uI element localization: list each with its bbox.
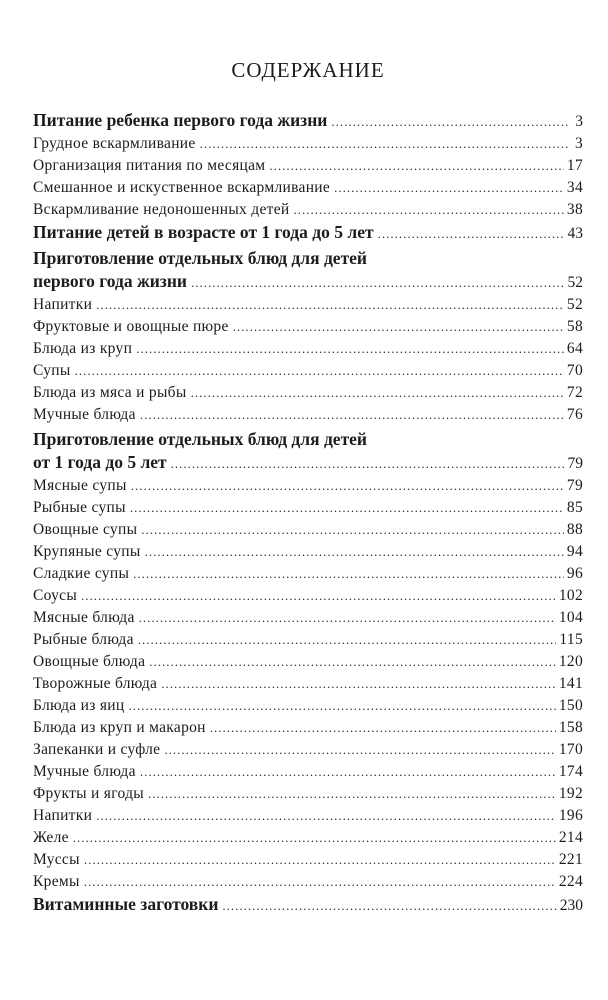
toc-page-number: 76 (566, 406, 583, 423)
toc-entry-label: Организация питания по месяцам (33, 157, 266, 174)
dot-leader (269, 155, 564, 177)
toc-page-number: 72 (566, 384, 583, 401)
toc-entry-label: Рыбные блюда (33, 631, 134, 648)
toc-item[interactable] (33, 199, 583, 221)
toc-page-number: 104 (558, 609, 583, 626)
toc-entry-label: Блюда из круп и макарон (33, 719, 206, 736)
toc-page-number: 94 (566, 543, 583, 560)
toc-section[interactable] (33, 451, 583, 475)
toc-list (33, 109, 583, 917)
dot-leader (191, 382, 564, 404)
dot-leader (378, 222, 565, 245)
toc-entry-label: Кремы (33, 873, 80, 890)
toc-entry-label: Муссы (33, 851, 80, 868)
toc-page-number: 192 (558, 785, 583, 802)
toc-page-number: 17 (566, 157, 583, 174)
toc-entry-label: Витаминные заготовки (33, 894, 219, 914)
toc-page-number: 64 (566, 340, 583, 357)
toc-item[interactable] (33, 155, 583, 177)
dot-leader (210, 717, 556, 739)
toc-entry-label: первого года жизни (33, 271, 188, 291)
toc-entry-label: Мясные блюда (33, 609, 135, 626)
toc-item[interactable] (33, 651, 583, 673)
dot-leader (75, 360, 564, 382)
toc-page-number: 150 (558, 697, 583, 714)
dot-leader (149, 651, 556, 673)
toc-item[interactable] (33, 338, 583, 360)
dot-leader (138, 629, 557, 651)
toc-entry-label: Фрукты и ягоды (33, 785, 145, 802)
dot-leader (130, 497, 564, 519)
toc-section[interactable] (33, 270, 583, 294)
toc-page-number: 43 (567, 225, 583, 242)
toc-item[interactable] (33, 739, 583, 761)
toc-item[interactable] (33, 761, 583, 783)
toc-entry-label: Блюда из мяса и рыбы (33, 384, 187, 401)
toc-page-number: 158 (558, 719, 583, 736)
toc-page-number: 115 (559, 631, 583, 648)
toc-page-number: 224 (558, 873, 583, 890)
toc-item[interactable] (33, 827, 583, 849)
toc-item[interactable] (33, 805, 583, 827)
toc-page-number: 58 (566, 318, 583, 335)
toc-item[interactable] (33, 133, 583, 155)
toc-entry-label: Блюда из круп (33, 340, 133, 357)
toc-page-number: 141 (558, 675, 583, 692)
toc-page-number: 52 (567, 274, 583, 291)
dot-leader (139, 607, 556, 629)
dot-leader (128, 695, 555, 717)
toc-page-number: 214 (558, 829, 583, 846)
toc-item[interactable] (33, 382, 583, 404)
toc-item[interactable] (33, 871, 583, 893)
toc-entry-label: Овощные супы (33, 521, 138, 538)
dot-leader (140, 404, 564, 426)
toc-entry-label: Питание детей в возрасте от 1 года до 5 лет (33, 222, 374, 242)
dot-leader (136, 338, 564, 360)
toc-item[interactable] (33, 585, 583, 607)
toc-section[interactable] (33, 893, 583, 917)
toc-entry-label: Мучные блюда (33, 406, 136, 423)
dot-leader (141, 519, 564, 541)
toc-page-number: 196 (558, 807, 583, 824)
toc-page-number: 170 (558, 741, 583, 758)
toc-page-number: 96 (566, 565, 583, 582)
toc-section[interactable] (33, 109, 583, 133)
toc-entry-label: Рыбные супы (33, 499, 126, 516)
toc-page-number: 3 (574, 135, 583, 152)
toc-item[interactable] (33, 360, 583, 382)
toc-item[interactable] (33, 563, 583, 585)
toc-page-number: 85 (566, 499, 583, 516)
dot-leader (133, 563, 564, 585)
toc-item[interactable] (33, 475, 583, 497)
toc-item[interactable] (33, 783, 583, 805)
toc-page-number: 38 (566, 201, 583, 218)
toc-entry-label: Супы (33, 362, 71, 379)
toc-page-number: 88 (566, 521, 583, 538)
dot-leader (148, 783, 556, 805)
dot-leader (131, 475, 564, 497)
toc-item[interactable] (33, 404, 583, 426)
toc-page-number: 79 (567, 455, 583, 472)
dot-leader (161, 673, 556, 695)
dot-leader (145, 541, 564, 563)
toc-page-number: 174 (558, 763, 583, 780)
toc-entry-label: Мучные блюда (33, 763, 136, 780)
toc-entry-label: Мясные супы (33, 477, 127, 494)
toc-item[interactable] (33, 541, 583, 563)
toc-entry-label: Крупяные супы (33, 543, 141, 560)
toc-page-number: 102 (558, 587, 583, 604)
toc-entry-label: Вскармливание недоношенных детей (33, 201, 290, 218)
dot-leader (233, 316, 564, 338)
toc-page-number: 120 (558, 653, 583, 670)
toc-page-number: 34 (566, 179, 583, 196)
toc-page-number: 79 (566, 477, 583, 494)
toc-entry-label: Блюда из яиц (33, 697, 125, 714)
toc-item[interactable] (33, 497, 583, 519)
toc-page-number: 230 (559, 897, 583, 914)
toc-item[interactable] (33, 519, 583, 541)
dot-leader (200, 133, 568, 155)
toc-entry-label: Соусы (33, 587, 78, 604)
dot-leader (96, 294, 564, 316)
toc-item[interactable] (33, 177, 583, 199)
toc-item[interactable] (33, 629, 583, 651)
toc-entry-label: Творожные блюда (33, 675, 158, 692)
toc-item[interactable] (33, 294, 583, 316)
toc-entry-label: Грудное вскармливание (33, 135, 196, 152)
toc-entry-label: Напитки (33, 296, 93, 313)
dot-leader (96, 805, 556, 827)
toc-entry-label: Фруктовые и овощные пюре (33, 318, 229, 335)
toc-entry-label: от 1 года до 5 лет (33, 452, 167, 472)
toc-entry-label: Смешанное и искуственное вскармливание (33, 179, 331, 196)
toc-page-number: 221 (558, 851, 583, 868)
toc-item[interactable] (33, 695, 583, 717)
dot-leader (81, 585, 556, 607)
toc-entry-label: Запеканки и суфле (33, 741, 161, 758)
dot-leader (84, 871, 556, 893)
toc-page-number: 52 (566, 296, 583, 313)
page-title: СОДЕРЖАНИЕ (231, 58, 385, 82)
toc-entry-label: Сладкие супы (33, 565, 130, 582)
dot-leader (140, 761, 556, 783)
toc-entry-label: Питание ребенка первого года жизни (33, 110, 328, 130)
dot-leader (164, 739, 555, 761)
table-of-contents-page (33, 58, 583, 917)
dot-leader (334, 177, 564, 199)
toc-item[interactable] (33, 717, 583, 739)
toc-item[interactable] (33, 607, 583, 629)
toc-section[interactable] (33, 221, 583, 245)
dot-leader (171, 452, 565, 475)
toc-entry-label: Напитки (33, 807, 93, 824)
dot-leader (294, 199, 564, 221)
toc-entry-label: Желе (33, 829, 69, 846)
toc-item[interactable] (33, 316, 583, 338)
dot-leader (331, 110, 568, 133)
toc-section-heading: Приготовление отдельных блюд для детей (33, 429, 368, 449)
dot-leader (191, 271, 564, 294)
toc-section-heading: Приготовление отдельных блюд для детей (33, 248, 368, 268)
dot-leader (84, 849, 556, 871)
toc-page-number: 3 (575, 113, 583, 130)
toc-entry-label: Овощные блюда (33, 653, 146, 670)
toc-item[interactable] (33, 673, 583, 695)
dot-leader (73, 827, 556, 849)
dot-leader (222, 894, 556, 917)
toc-page-number: 70 (566, 362, 583, 379)
toc-item[interactable] (33, 849, 583, 871)
